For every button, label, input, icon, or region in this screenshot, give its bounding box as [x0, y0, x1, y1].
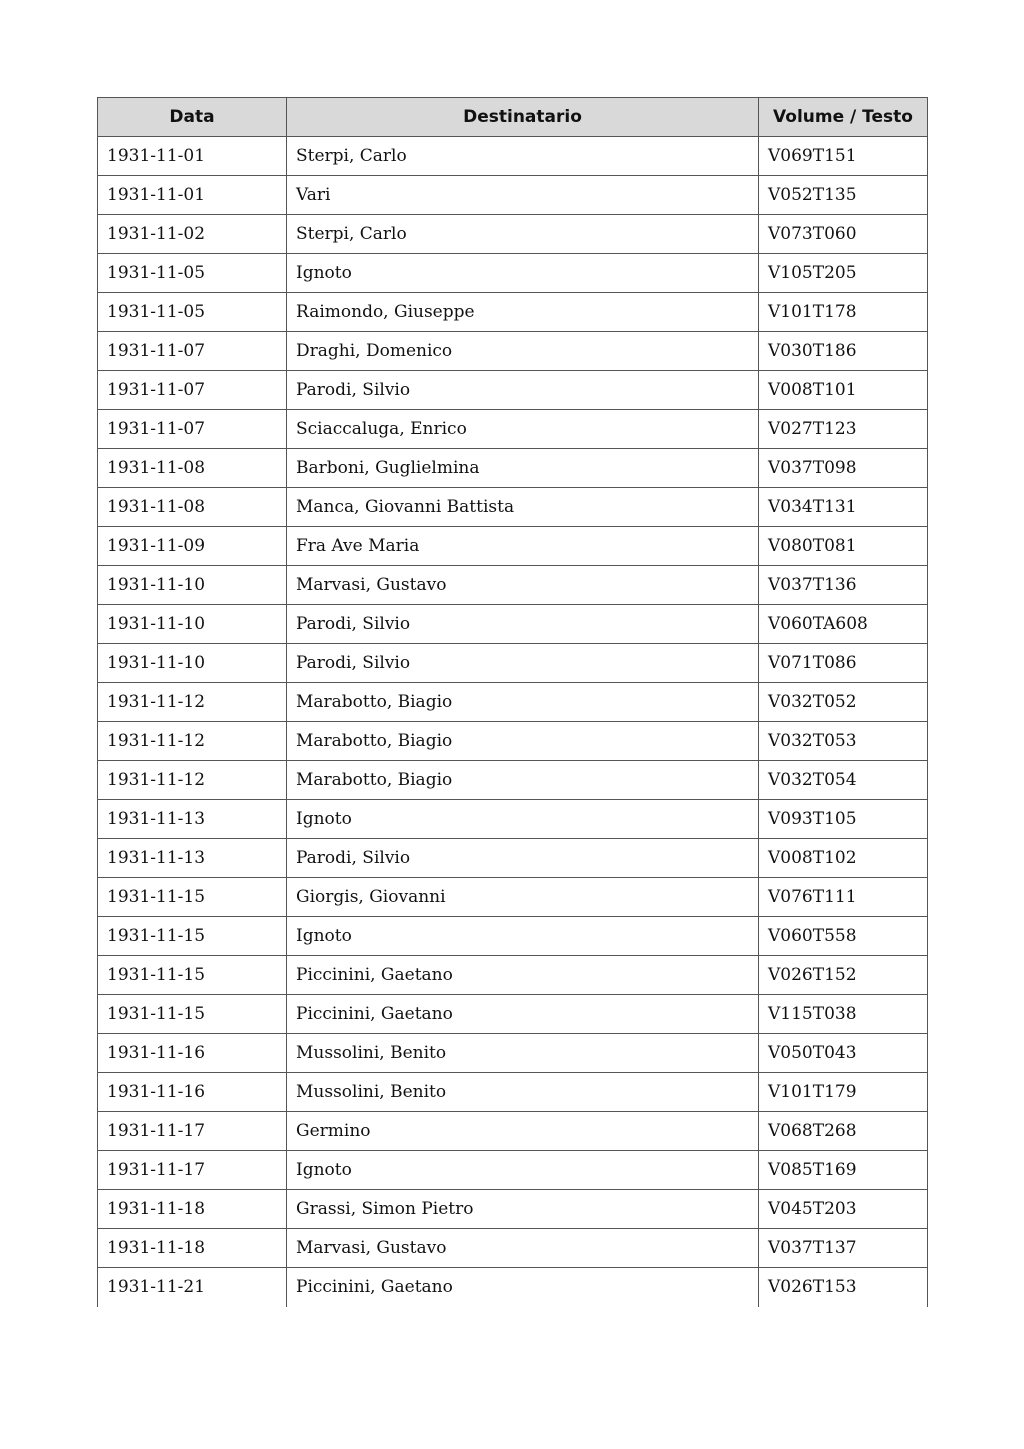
cell-destinatario: Parodi, Silvio: [287, 839, 759, 878]
table-row: [98, 1034, 928, 1073]
cell-volume-testo: V060TA608: [759, 605, 928, 644]
cell-data: 1931-11-02: [98, 215, 287, 254]
cell-volume-testo: V030T186: [759, 332, 928, 371]
cell-data: 1931-11-17: [98, 1151, 287, 1190]
table-row: [98, 839, 928, 878]
cell-data: 1931-11-16: [98, 1073, 287, 1112]
cell-volume-testo: V032T054: [759, 761, 928, 800]
cell-volume-testo: V105T205: [759, 254, 928, 293]
table-row: [98, 605, 928, 644]
cell-destinatario: Marabotto, Biagio: [287, 722, 759, 761]
cell-data: 1931-11-10: [98, 566, 287, 605]
cell-volume-testo: V069T151: [759, 137, 928, 176]
table-row: [98, 683, 928, 722]
cell-destinatario: Ignoto: [287, 800, 759, 839]
cell-destinatario: Ignoto: [287, 254, 759, 293]
cell-destinatario: Piccinini, Gaetano: [287, 956, 759, 995]
cell-destinatario: Manca, Giovanni Battista: [287, 488, 759, 527]
cell-destinatario: Vari: [287, 176, 759, 215]
cell-data: 1931-11-18: [98, 1229, 287, 1268]
table-row: [98, 1151, 928, 1190]
table-row: [98, 878, 928, 917]
table-row: [98, 956, 928, 995]
table-row: [98, 644, 928, 683]
cell-data: 1931-11-17: [98, 1112, 287, 1151]
cell-data: 1931-11-07: [98, 371, 287, 410]
cell-volume-testo: V037T098: [759, 449, 928, 488]
cell-volume-testo: V037T136: [759, 566, 928, 605]
cell-data: 1931-11-15: [98, 995, 287, 1034]
cell-destinatario: Marvasi, Gustavo: [287, 566, 759, 605]
cell-volume-testo: V085T169: [759, 1151, 928, 1190]
cell-destinatario: Ignoto: [287, 917, 759, 956]
cell-volume-testo: V071T086: [759, 644, 928, 683]
cell-data: 1931-11-12: [98, 683, 287, 722]
cell-data: 1931-11-10: [98, 605, 287, 644]
cell-destinatario: Sterpi, Carlo: [287, 215, 759, 254]
table-row: [98, 176, 928, 215]
column-header-volume-testo: Volume / Testo: [759, 98, 928, 137]
document-page: [97, 97, 927, 1307]
table-row: [98, 449, 928, 488]
cell-data: 1931-11-07: [98, 410, 287, 449]
cell-volume-testo: V027T123: [759, 410, 928, 449]
cell-destinatario: Fra Ave Maria: [287, 527, 759, 566]
table-row: [98, 527, 928, 566]
table-row: [98, 1229, 928, 1268]
cell-volume-testo: V052T135: [759, 176, 928, 215]
cell-destinatario: Draghi, Domenico: [287, 332, 759, 371]
table-row: [98, 800, 928, 839]
cell-volume-testo: V060T558: [759, 917, 928, 956]
cell-data: 1931-11-15: [98, 917, 287, 956]
cell-destinatario: Parodi, Silvio: [287, 644, 759, 683]
cell-volume-testo: V037T137: [759, 1229, 928, 1268]
cell-volume-testo: V073T060: [759, 215, 928, 254]
cell-volume-testo: V101T178: [759, 293, 928, 332]
cell-data: 1931-11-16: [98, 1034, 287, 1073]
cell-volume-testo: V032T053: [759, 722, 928, 761]
cell-volume-testo: V068T268: [759, 1112, 928, 1151]
table-row: [98, 995, 928, 1034]
cell-data: 1931-11-10: [98, 644, 287, 683]
cell-volume-testo: V008T102: [759, 839, 928, 878]
cell-destinatario: Parodi, Silvio: [287, 371, 759, 410]
table-row: [98, 371, 928, 410]
table-row: [98, 722, 928, 761]
table-row: [98, 1112, 928, 1151]
table-row: [98, 293, 928, 332]
table-row: [98, 410, 928, 449]
table-row: [98, 761, 928, 800]
table-row: [98, 137, 928, 176]
cell-destinatario: Mussolini, Benito: [287, 1034, 759, 1073]
cell-data: 1931-11-12: [98, 761, 287, 800]
cell-data: 1931-11-05: [98, 293, 287, 332]
cell-destinatario: Piccinini, Gaetano: [287, 1268, 759, 1307]
cell-destinatario: Germino: [287, 1112, 759, 1151]
cell-data: 1931-11-01: [98, 176, 287, 215]
cell-destinatario: Marabotto, Biagio: [287, 683, 759, 722]
cell-data: 1931-11-08: [98, 449, 287, 488]
cell-destinatario: Giorgis, Giovanni: [287, 878, 759, 917]
cell-data: 1931-11-09: [98, 527, 287, 566]
header-row: [98, 98, 928, 137]
cell-data: 1931-11-15: [98, 956, 287, 995]
cell-data: 1931-11-18: [98, 1190, 287, 1229]
cell-destinatario: Grassi, Simon Pietro: [287, 1190, 759, 1229]
column-header-data: Data: [98, 98, 287, 137]
cell-volume-testo: V032T052: [759, 683, 928, 722]
letters-table: [97, 97, 928, 1307]
table-row: [98, 254, 928, 293]
column-header-destinatario: Destinatario: [287, 98, 759, 137]
cell-volume-testo: V076T111: [759, 878, 928, 917]
cell-destinatario: Ignoto: [287, 1151, 759, 1190]
cell-data: 1931-11-15: [98, 878, 287, 917]
cell-volume-testo: V026T152: [759, 956, 928, 995]
table-row: [98, 917, 928, 956]
table-row: [98, 215, 928, 254]
cell-destinatario: Sterpi, Carlo: [287, 137, 759, 176]
cell-destinatario: Marabotto, Biagio: [287, 761, 759, 800]
cell-volume-testo: V045T203: [759, 1190, 928, 1229]
cell-volume-testo: V008T101: [759, 371, 928, 410]
cell-destinatario: Mussolini, Benito: [287, 1073, 759, 1112]
cell-destinatario: Raimondo, Giuseppe: [287, 293, 759, 332]
cell-volume-testo: V093T105: [759, 800, 928, 839]
cell-volume-testo: V101T179: [759, 1073, 928, 1112]
cell-destinatario: Sciaccaluga, Enrico: [287, 410, 759, 449]
table-row: [98, 332, 928, 371]
table-header: [98, 98, 928, 137]
table-row: [98, 566, 928, 605]
cell-data: 1931-11-21: [98, 1268, 287, 1307]
cell-destinatario: Barboni, Guglielmina: [287, 449, 759, 488]
cell-data: 1931-11-07: [98, 332, 287, 371]
cell-destinatario: Parodi, Silvio: [287, 605, 759, 644]
table-row: [98, 1073, 928, 1112]
table-row: [98, 1268, 928, 1307]
cell-data: 1931-11-12: [98, 722, 287, 761]
cell-volume-testo: V026T153: [759, 1268, 928, 1307]
cell-volume-testo: V034T131: [759, 488, 928, 527]
table-body: [98, 137, 928, 1307]
cell-volume-testo: V050T043: [759, 1034, 928, 1073]
cell-data: 1931-11-01: [98, 137, 287, 176]
cell-data: 1931-11-13: [98, 839, 287, 878]
table-row: [98, 488, 928, 527]
cell-data: 1931-11-05: [98, 254, 287, 293]
cell-destinatario: Marvasi, Gustavo: [287, 1229, 759, 1268]
cell-data: 1931-11-13: [98, 800, 287, 839]
cell-destinatario: Piccinini, Gaetano: [287, 995, 759, 1034]
cell-volume-testo: V080T081: [759, 527, 928, 566]
table-row: [98, 1190, 928, 1229]
cell-data: 1931-11-08: [98, 488, 287, 527]
cell-volume-testo: V115T038: [759, 995, 928, 1034]
